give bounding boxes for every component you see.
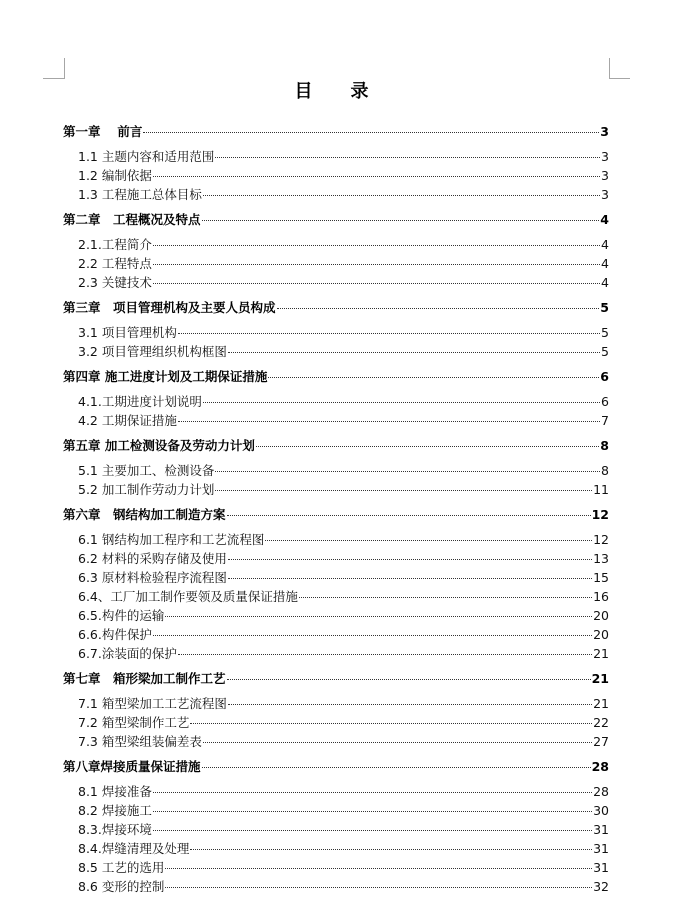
toc-entry-title: 8.6 变形的控制: [78, 879, 165, 894]
toc-entry-title: 1.3 工程施工总体目标: [78, 187, 202, 202]
toc-section-entry[interactable]: [63, 625, 609, 644]
toc-page-number: 20: [593, 608, 609, 623]
toc-entry-title: 第七章 箱形梁加工制作工艺: [63, 671, 226, 686]
dot-leader: [228, 352, 600, 353]
toc-page-number: 5: [601, 344, 609, 359]
table-of-contents: [63, 122, 609, 896]
toc-chapter-entry[interactable]: [63, 298, 609, 317]
dot-leader: [153, 264, 600, 265]
dot-leader: [165, 868, 592, 869]
toc-page-number: 3: [600, 124, 609, 139]
toc-section-entry[interactable]: [63, 342, 609, 361]
toc-entry-title: 3.2 项目管理组织机构框图: [78, 344, 227, 359]
toc-section-entry[interactable]: [63, 254, 609, 273]
crop-mark-top-left: [43, 58, 65, 79]
toc-page-number: 15: [593, 570, 609, 585]
toc-entry-title: 8.2 焊接施工: [78, 803, 152, 818]
dot-leader: [202, 220, 600, 221]
toc-page-number: 6: [600, 369, 609, 384]
toc-section-entry[interactable]: [63, 694, 609, 713]
toc-entry-title: 2.1.工程简介: [78, 237, 152, 252]
toc-section-entry[interactable]: [63, 820, 609, 839]
toc-page-number: 4: [601, 275, 609, 290]
dot-leader: [215, 490, 592, 491]
toc-page-number: 30: [593, 803, 609, 818]
toc-section-entry[interactable]: [63, 782, 609, 801]
toc-section-entry[interactable]: [63, 392, 609, 411]
toc-entry-title: 第八章焊接质量保证措施: [63, 759, 201, 774]
toc-page-number: 8: [601, 463, 609, 478]
toc-section-entry[interactable]: [63, 411, 609, 430]
toc-entry-title: 6.1 钢结构加工程序和工艺流程图: [78, 532, 265, 547]
toc-section-entry[interactable]: [63, 323, 609, 342]
toc-page-number: 16: [593, 589, 609, 604]
toc-entry-title: 4.1.工期进度计划说明: [78, 394, 202, 409]
dot-leader: [153, 176, 600, 177]
toc-page-number: 7: [601, 413, 609, 428]
toc-entry-title: 6.3 原材料检验程序流程图: [78, 570, 227, 585]
toc-section-entry[interactable]: [63, 273, 609, 292]
dot-leader: [153, 830, 592, 831]
dot-leader: [202, 767, 591, 768]
toc-entry-title: 5.2 加工制作劳动力计划: [78, 482, 215, 497]
toc-entry-title: 1.2 编制依据: [78, 168, 152, 183]
toc-entry-title: 2.3 关键技术: [78, 275, 152, 290]
dot-leader: [268, 377, 599, 378]
toc-entry-title: 7.2 箱型梁制作工艺: [78, 715, 190, 730]
dot-leader: [178, 421, 600, 422]
toc-page-number: 27: [593, 734, 609, 749]
toc-entry-title: 6.2 材料的采购存储及使用: [78, 551, 227, 566]
toc-page-number: 21: [593, 646, 609, 661]
toc-page-number: 5: [601, 325, 609, 340]
toc-page-number: 22: [593, 715, 609, 730]
toc-section-entry[interactable]: [63, 166, 609, 185]
dot-leader: [153, 245, 600, 246]
toc-page-number: 13: [593, 551, 609, 566]
toc-section-entry[interactable]: [63, 549, 609, 568]
dot-leader: [227, 679, 591, 680]
dot-leader: [277, 308, 600, 309]
dot-leader: [203, 195, 600, 196]
toc-chapter-entry[interactable]: [63, 757, 609, 776]
toc-page-number: 31: [593, 860, 609, 875]
toc-section-entry[interactable]: [63, 877, 609, 896]
dot-leader: [227, 515, 591, 516]
dot-leader: [143, 132, 599, 133]
toc-section-entry[interactable]: [63, 480, 609, 499]
dot-leader: [190, 849, 592, 850]
toc-entry-title: 8.1 焊接准备: [78, 784, 152, 799]
dot-leader: [165, 887, 592, 888]
toc-entry-title: 第一章 前言: [63, 124, 143, 139]
toc-page-number: 31: [593, 822, 609, 837]
toc-section-entry[interactable]: [63, 587, 609, 606]
dot-leader: [178, 654, 592, 655]
toc-entry-title: 6.7.涂装面的保护: [78, 646, 177, 661]
toc-page-number: 4: [601, 256, 609, 271]
toc-page-number: 3: [601, 187, 609, 202]
toc-section-entry[interactable]: [63, 147, 609, 166]
dot-leader: [165, 616, 592, 617]
toc-section-entry[interactable]: [63, 530, 609, 549]
toc-section-entry[interactable]: [63, 568, 609, 587]
dot-leader: [178, 333, 600, 334]
toc-section-entry[interactable]: [63, 185, 609, 204]
dot-leader: [153, 635, 592, 636]
toc-page-number: 6: [601, 394, 609, 409]
toc-entry-title: 6.6.构件保护: [78, 627, 152, 642]
toc-chapter-entry[interactable]: [63, 210, 609, 229]
toc-page-number: 4: [601, 237, 609, 252]
dot-leader: [203, 402, 600, 403]
toc-page-number: 3: [601, 149, 609, 164]
toc-section-entry[interactable]: [63, 858, 609, 877]
toc-entry-title: 7.3 箱型梁组装偏差表: [78, 734, 202, 749]
toc-chapter-entry[interactable]: [63, 505, 609, 524]
dot-leader: [190, 723, 592, 724]
toc-page-number: 21: [593, 696, 609, 711]
dot-leader: [228, 578, 592, 579]
toc-entry-title: 第二章 工程概况及特点: [63, 212, 201, 227]
dot-leader: [153, 283, 600, 284]
toc-section-entry[interactable]: [63, 839, 609, 858]
dot-leader: [215, 471, 600, 472]
dot-leader: [228, 704, 592, 705]
toc-page-number: 5: [600, 300, 609, 315]
dot-leader: [299, 597, 592, 598]
dot-leader: [153, 811, 592, 812]
toc-section-entry[interactable]: [63, 606, 609, 625]
toc-chapter-entry[interactable]: [63, 122, 609, 141]
toc-entry-title: 7.1 箱型梁加工工艺流程图: [78, 696, 227, 711]
toc-title: 目 录: [294, 81, 379, 102]
toc-page-number: 4: [600, 212, 609, 227]
toc-entry-title: 6.5.构件的运输: [78, 608, 165, 623]
toc-entry-title: 2.2 工程特点: [78, 256, 152, 271]
toc-entry-title: 8.5 工艺的选用: [78, 860, 165, 875]
toc-page-number: 3: [601, 168, 609, 183]
toc-entry-title: 第六章 钢结构加工制造方案: [63, 507, 226, 522]
toc-page-number: 21: [591, 671, 609, 686]
toc-section-entry[interactable]: [63, 644, 609, 663]
toc-page-number: 32: [593, 879, 609, 894]
toc-entry-title: 6.4、工厂加工制作要领及质量保证措施: [78, 589, 298, 604]
toc-page-number: 28: [593, 784, 609, 799]
toc-section-entry[interactable]: [63, 732, 609, 751]
toc-section-entry[interactable]: [63, 713, 609, 732]
toc-chapter-entry[interactable]: [63, 669, 609, 688]
toc-page-number: 11: [593, 482, 609, 497]
toc-entry-title: 第五章 加工检测设备及劳动力计划: [63, 438, 255, 453]
toc-page-number: 8: [600, 438, 609, 453]
toc-section-entry[interactable]: [63, 235, 609, 254]
crop-mark-top-right: [609, 58, 630, 79]
toc-chapter-entry[interactable]: [63, 367, 609, 386]
toc-page-number: 31: [593, 841, 609, 856]
dot-leader: [215, 157, 600, 158]
toc-section-entry[interactable]: [63, 801, 609, 820]
toc-section-entry[interactable]: [63, 461, 609, 480]
dot-leader: [203, 742, 592, 743]
toc-entry-title: 8.3.焊接环境: [78, 822, 152, 837]
toc-entry-title: 1.1 主题内容和适用范围: [78, 149, 215, 164]
dot-leader: [265, 540, 592, 541]
toc-entry-title: 8.4.焊缝清理及处理: [78, 841, 190, 856]
toc-entry-title: 4.2 工期保证措施: [78, 413, 177, 428]
toc-page-number: 20: [593, 627, 609, 642]
toc-page-number: 12: [591, 507, 609, 522]
dot-leader: [153, 792, 592, 793]
toc-page-number: 12: [593, 532, 609, 547]
toc-page-number: 28: [591, 759, 609, 774]
toc-entry-title: 第四章 施工进度计划及工期保证措施: [63, 369, 268, 384]
dot-leader: [256, 446, 599, 447]
toc-entry-title: 3.1 项目管理机构: [78, 325, 177, 340]
toc-chapter-entry[interactable]: [63, 436, 609, 455]
toc-entry-title: 第三章 项目管理机构及主要人员构成: [63, 300, 276, 315]
toc-entry-title: 5.1 主要加工、检测设备: [78, 463, 215, 478]
dot-leader: [228, 559, 592, 560]
